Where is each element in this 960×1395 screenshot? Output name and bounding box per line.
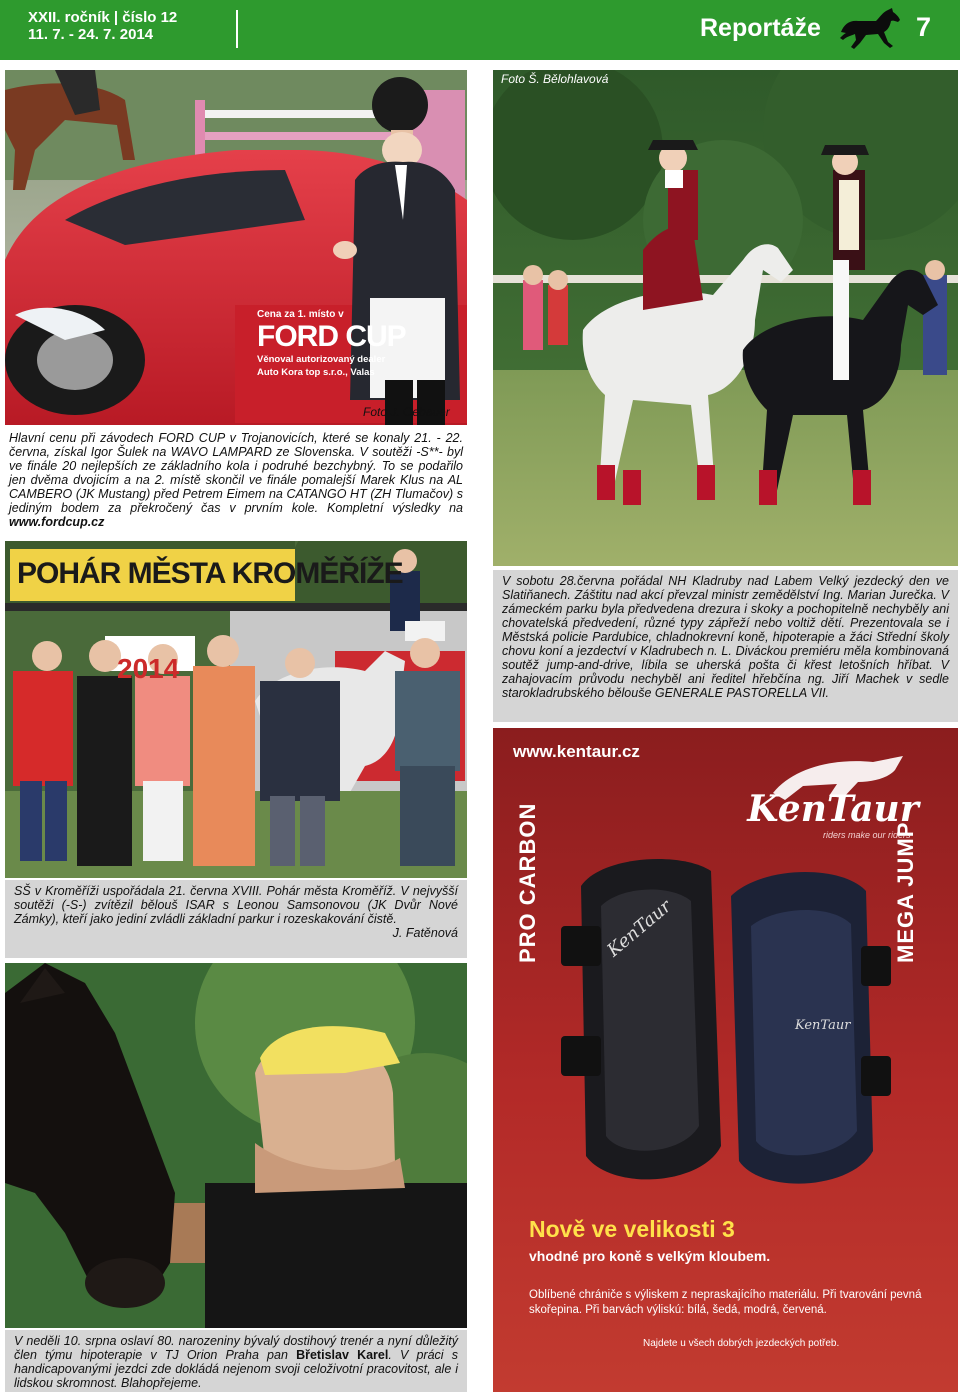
- ad-product-right-label: MEGA JUMP: [893, 821, 918, 963]
- ad-product-right: [893, 821, 918, 963]
- caption-kromeriz-author: J. Fatěnová: [392, 926, 458, 940]
- ad-body: Oblíbené chrániče s výliskem z nepraskajícího materiálu. Při tvarování pevná skořepina. Při barvách výliskú: bílá, šedá, modrá, červená.: [529, 1289, 922, 1316]
- ad-headline: Nově ve velikosti 3: [529, 1216, 735, 1242]
- photo-credit-gebauer: Foto J. Gebauer: [363, 405, 450, 419]
- photo-kromeriz-scene: [5, 541, 467, 878]
- ad-product-left: [515, 802, 540, 963]
- caption-kladruby-text: V sobotu 28.června pořádal NH Kladruby nad Labem Velký jezdecký den ve Slatiňanech. Záštitu nad akcí převzal ministr zemědělství Ing. Marian Jurečka. V zámeckém parku byla předvedena drezura i skoky a pochopitelně nechyběly ani chovatelská předvedení, různé typy zápřeží nebo voltiž dětí. Prezentovala se i Městská policie Pardubice, chladnokrevní koně, hipoterapie a žáci Střední školy chovu koní a jezdectví v Kladrubech n. L. Diváckou premiéru měla kombinovaná soutěž jump-and-drive, líbila se uherská pošta či křest letošních hříbat. V zahajovacím průvodu nechyběl ani ředitel hřebčína ng. Jiří Machek v sedle starokladrubského bělouše GENERALE PASTORELLA VII.: [502, 574, 949, 700]
- photo-kladruby-scene: [493, 70, 958, 566]
- ad-footer: Najdete u všech dobrých jezdeckých potřeb.: [643, 1338, 840, 1349]
- ad-logo-tagline: riders make our riders: [823, 830, 911, 840]
- header-divider: [236, 10, 238, 48]
- car-sign-line2: FORD CUP: [257, 320, 406, 353]
- kromeriz-number-sign: 2014: [117, 653, 180, 684]
- caption-ford-cup: [5, 428, 467, 534]
- section-title: Reportáže: [700, 14, 821, 42]
- ad-subheadline: vhodné pro koně s velkým kloubem.: [529, 1248, 771, 1264]
- caption-karel-text-before: V neděli 10. srpna oslaví 80. narozeniny bývalý dostihový trenér a nyní důležitý člen týmu hipoterapie v TJ Orion Praha pan: [14, 1334, 458, 1362]
- car-sign-line1: Cena za 1. místo v: [257, 309, 344, 320]
- issue-info: [28, 9, 177, 43]
- photo-karel-scene: [5, 963, 467, 1328]
- photo-kladruby: [493, 70, 958, 566]
- ad-logo: KenTaur: [747, 788, 919, 830]
- photo-ford-cup: [5, 70, 467, 425]
- kentaur-advertisement[interactable]: [493, 728, 958, 1392]
- caption-kromeriz: [5, 880, 467, 958]
- photo-credit-belohlavova: Foto Š. Bělohlavová: [501, 72, 609, 86]
- fordcup-link[interactable]: www.fordcup.cz: [9, 515, 105, 529]
- caption-karel-text-after: . V práci s handicapovanými jezdci zde dokládá nejenom svoji celoživotní pracovitost, ale i lidskou skromnost. Blahopřejeme.: [14, 1348, 458, 1390]
- caption-karel: [5, 1330, 467, 1392]
- photo-karel: [5, 963, 467, 1328]
- ad-boot-logo-left: KenTaur: [603, 895, 676, 962]
- horse-icon: [838, 6, 902, 52]
- car-sign: [257, 310, 467, 377]
- page-number: 7: [916, 12, 932, 42]
- caption-kladruby: [493, 570, 958, 722]
- caption-karel-name: Břetislav Karel: [296, 1348, 389, 1362]
- car-sign-line3: Věnoval autorizovaný dealer: [257, 354, 386, 365]
- ad-product-left-label: PRO CARBON: [515, 802, 540, 963]
- issue-dates: 11. 7. - 24. 7. 2014: [28, 26, 154, 43]
- photo-kromeriz: [5, 541, 467, 878]
- page-header: [0, 0, 960, 60]
- kromeriz-banner: POHÁR MĚSTA KROMĚŘÍŽE: [17, 557, 403, 590]
- issue-volume: XXII. ročník | číslo 12: [28, 9, 178, 26]
- ad-boot-logo-right: KenTaur: [795, 1018, 851, 1033]
- ad-url[interactable]: www.kentaur.cz: [513, 742, 640, 761]
- caption-ford-text: Hlavní cenu při závodech FORD CUP v Trojanovicích, které se konaly 21. - 22. června, získal Igor Šulek na WAVO LAMPARD ze Slovenska. V soutěži -S**- byl ve finále 20 nejlepších ze základního kola i podruhé bezchybný. To se podařilo jen dvěma dvojicím a na 2. místě skončil ve finále pomalejší Marek Klus na AL CAMBERO (JK Mustang) před Petrem Eimem na CATANGO HT (ZH Tlumačov) s jediným bodem za překročený čas v prvním kole. Kompletní výsledky na: [9, 431, 463, 515]
- caption-kromeriz-text: SŠ v Kroměříži uspořádala 21. června XVIII. Pohár města Kroměříž. V nejvyšší soutěži (-S-) zvítězil bělouš ISAR s Leonou Samsonovou (JK Dvůr Nové Zámky), kteří jako jediní zvládli základní parkur i rozeskakování čistě.: [14, 884, 458, 926]
- car-sign-line4: Auto Kora top s.r.o., Valas: [257, 366, 375, 378]
